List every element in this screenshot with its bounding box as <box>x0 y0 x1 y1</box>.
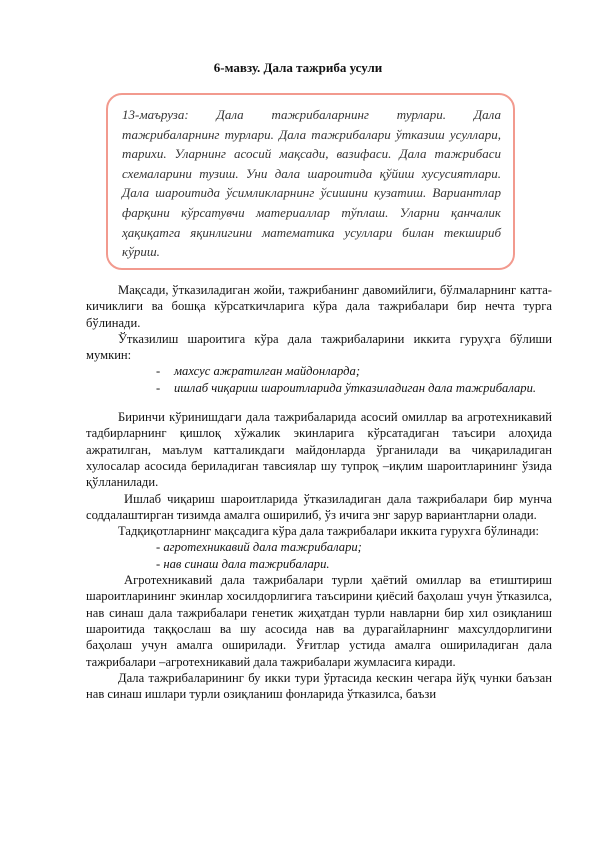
list-item-text: ишлаб чиқариш шароитларида ўтказиладиган дала тажрибалари. <box>174 380 537 395</box>
list-item <box>156 363 552 379</box>
field-type-list <box>86 363 552 396</box>
paragraph-3: Биринчи кўринишдаги дала тажрибаларида асосий омиллар ва агротехникавий тадбирларнинг қишлоқ хўжалик экинларига кўрсатадиган таъсири алоҳида ажратилган, маълум катталикдаги майдонларда ўрганилади ва чиқариладиган хулосалар асосида бериладиган тавсиялар шу тупроқ –иқлим шароитларининг ўзида қўлланилади. <box>86 410 552 490</box>
paragraph-6: Агротехникавий дала тажрибалари турли ҳаётий омиллар ва етиштириш шароитларининг экинлар хосилдорлигига таъсирини қиёсий баҳолаш учун ўтказилса, нав синаш дала тажрибалари генетик жиҳатдан турли навларни бир хил озиқланиш шароитида таққослаш ва шу асосида нав ва дурагайларнинг махсулдорлигини баҳолаш учун амалга оширилади. Ўғитлар устида амалга ошириладиган дала тажрибалари –агротехникавий дала тажрибалари жумласига киради. <box>86 573 552 669</box>
paragraph-2: Ўтказилиш шароитига кўра дала тажрибаларини иккита гуруҳга бўлиши мумкин: <box>86 331 552 363</box>
list-item: - нав синаш дала тажрибалари. <box>156 556 330 571</box>
page-title: 6-мавзу. Дала тажриба усули <box>213 60 383 75</box>
paragraph-5: Тадқиқотларнинг мақсадига кўра дала тажрибалари иккита гурухга бўлинади: <box>118 524 539 539</box>
list-item <box>156 380 552 396</box>
bullet-dash: - <box>156 364 161 379</box>
bullet-dash: - <box>156 380 161 395</box>
purpose-type-list <box>86 539 552 572</box>
paragraph-7: Дала тажрибаларининг бу икки тури ўртасида кескин чегара йўқ чунки баъзан нав синаш ишлари турли озиқланиш фонларида ўтказилса, баъзи <box>86 670 552 702</box>
paragraph-1: Мақсади, ўтказиладиган жойи, тажрибанинг давомийлиги, бўлмаларнинг катта-кичиклиги ва бошқа кўрсаткичларига кўра дала тажрибалари бир нечта турга бўлинади. <box>86 283 552 330</box>
lecture-summary-box <box>106 93 515 270</box>
paragraph-4: Ишлаб чиқариш шароитларида ўтказиладиган дала тажрибалари бир мунча соддалаштирган тизимда амалга оширилиб, ўз ичига энг зарур вариантларни олади. <box>86 491 552 522</box>
list-item: - агротехникавий дала тажрибалари; <box>156 540 362 555</box>
list-item-text: махсус ажратилган майдонларда; <box>174 364 361 379</box>
lecture-summary-text: 13-маъруза: Дала тажрибаларнинг турлари. Дала тажрибаларнинг турлари. Дала тажрибалари ўтказиш усуллари, тарихи. Уларнинг асосий мақсади, вазифаси. Дала тажрибаси схемаларини тузиш. Уни дала шароитида қўйиш хусусиятлари. Дала шароитида ўсимликларнинг ўсишини кузатиш. Вариантлар фарқини кўрсатувчи материаллар тўплаш. Уларни қанчалик ҳақиқатга яқинлигини математика усуллари билан текшириб кўриш. <box>122 107 501 260</box>
document-body <box>86 282 552 702</box>
